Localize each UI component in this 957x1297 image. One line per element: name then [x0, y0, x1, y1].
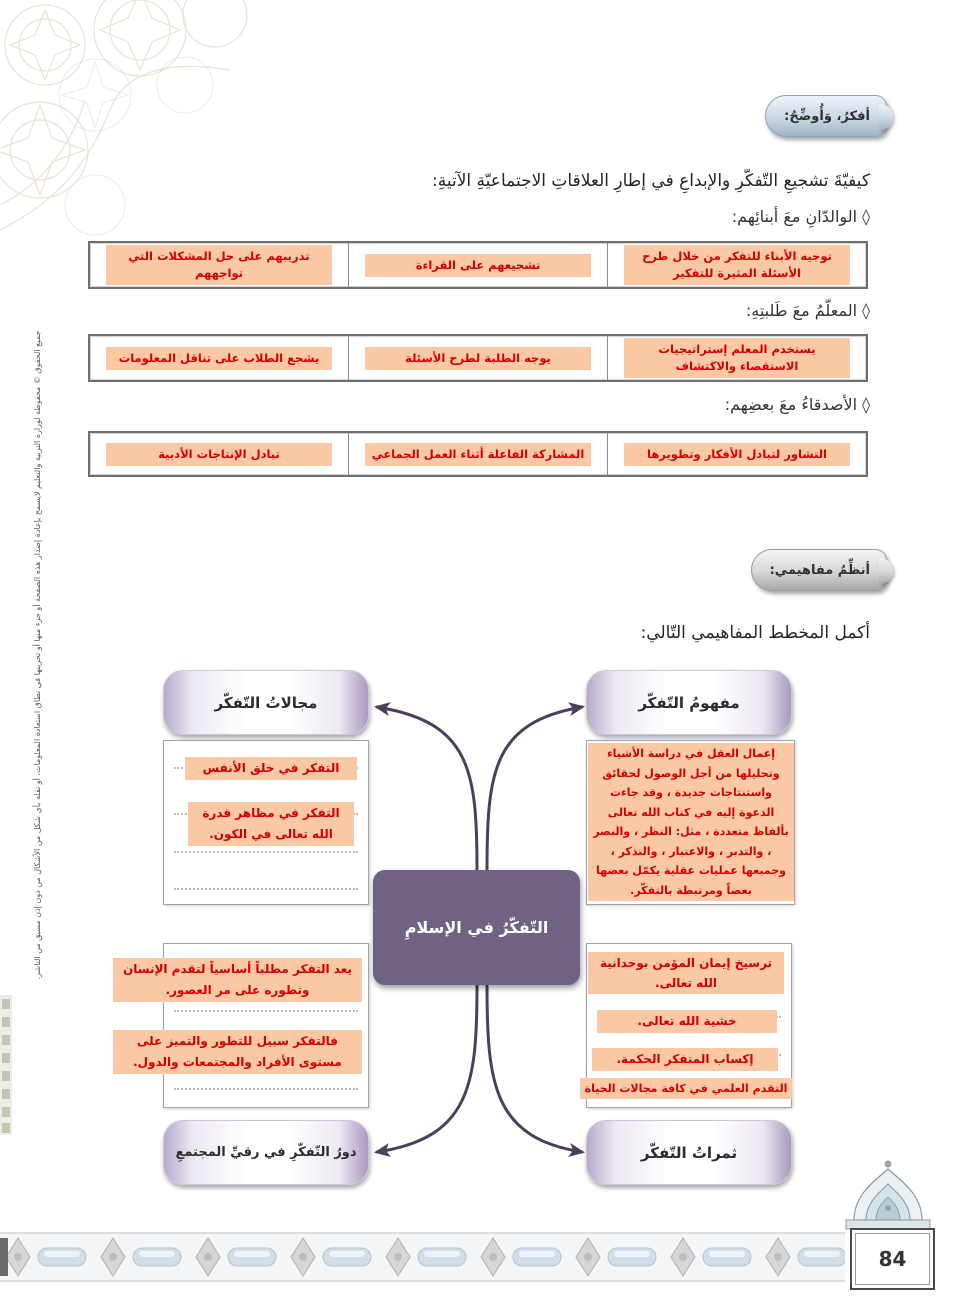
role-answer: يعد التفكر مطلباً أساسياً لتقدم الإنسان وتطوره على مر العصور.	[113, 958, 362, 1002]
answer-box: التشاور لتبادل الأفكار وتطويرها	[624, 443, 850, 466]
fields-answer: التفكر في خلق الأنفس	[185, 757, 357, 780]
think-explain-badge	[765, 95, 887, 137]
page-number-box	[850, 1228, 935, 1290]
concept-map-instruction: أكمل المخطط المفاهيمي التّالي:	[640, 623, 870, 643]
answer-box: تبادل الإنتاجات الأدبية	[106, 443, 332, 466]
answer-box: يستخدم المعلم إستراتيجيات الاستقصاء والاكتشاف	[624, 338, 850, 378]
friends-answers-table	[88, 431, 868, 477]
badge-label: أنظِّمُ مفاهيمي:	[769, 562, 870, 578]
answer-cell	[608, 243, 866, 287]
badge-label: أفكرُ، وَأُوضِّحُ:	[784, 108, 870, 124]
answer-cell	[608, 336, 866, 380]
role-node: دورُ التّفكّرِ في رقيِّ المجتمعِ	[163, 1120, 369, 1185]
answer-cell	[90, 336, 349, 380]
lantern-ornament	[838, 1158, 938, 1230]
answer-cell	[349, 433, 608, 475]
fruits-answer: خشية الله تعالى.	[597, 1010, 777, 1033]
arabesque-ornament	[0, 0, 260, 245]
answer-cell	[608, 433, 866, 475]
section-question: كيفيّةَ تشجيعِ التّفكّرِ والإبداعِ في إطارِ العلاقاتِ الاجتماعيّةِ الآتيةِ:	[432, 171, 870, 191]
role-answer: فالتفكر سبيل للتطور والتميز على مستوى الأفراد والمجتمعات والدول.	[113, 1030, 362, 1074]
footer-ornament-band	[0, 1232, 845, 1282]
edge-strip-ornament	[0, 995, 12, 1135]
arrow-to-fruits	[487, 986, 582, 1152]
dotted-answer-line	[174, 851, 358, 853]
copyright-notice: جميع الحقوق © محفوظة لوزارة التربية والتعليم لايسمح بإعادة إصدار هذه الصفحة أو جزء منها أو تخزينها في نطاق استعادة المعلومات، أو نقله بأي شكل من الأشكال من دون إذن مسبق من الناشر.	[33, 330, 42, 980]
arrow-to-fields	[377, 707, 477, 869]
group-title-parents: ◊ الوالدّانِ معَ أبنائِهم:	[731, 207, 870, 226]
answer-cell	[349, 243, 608, 287]
arrow-to-role	[377, 986, 477, 1152]
arrow-to-concept	[487, 707, 582, 869]
dotted-answer-line	[174, 1088, 358, 1090]
fruits-answer: التقدم العلمي في كافة مجالات الحياة	[580, 1078, 792, 1099]
group-title-teacher: ◊ المعلّمُ معَ طَلبتِهِ:	[745, 301, 870, 320]
dotted-answer-line	[174, 888, 358, 890]
parents-answers-table	[88, 241, 868, 289]
answer-cell	[349, 336, 608, 380]
answer-box: يشجع الطلاب على تناقل المعلومات	[106, 347, 332, 370]
fruits-answer: إكساب المتفكر الحكمة.	[592, 1048, 778, 1071]
fruits-node: ثمراتُ التّفكّر	[586, 1120, 792, 1185]
page-number: 84	[878, 1247, 907, 1271]
group-title-friends: ◊ الأصدقاءُ معَ بعضِهم:	[724, 395, 870, 414]
answer-box: يوجه الطلبة لطرح الأسئلة	[365, 347, 591, 370]
concept-node: مفهومُ التّفكّر	[586, 670, 792, 735]
fruits-answer: ترسيخ إيمان المؤمن بوحدانية الله تعالى.	[588, 952, 784, 994]
answer-box: تشجيعهم على القراءة	[365, 254, 591, 277]
fields-node: مجالاتُ التّفكّر	[163, 670, 369, 735]
fields-answer: التفكر في مظاهر قدرة الله تعالى في الكون.	[188, 802, 354, 846]
answer-box: تدريبهم على حل المشكلات التي تواجههم	[106, 245, 332, 285]
answer-box: المشاركة الفاعلة أثناء العمل الجماعي	[365, 443, 591, 466]
center-node: التّفكّرُ في الإسلامِ	[373, 870, 580, 985]
answer-cell	[90, 243, 349, 287]
concept-definition-answer: إعمال العقل في دراسة الأشياء وتحليلها من أجل الوصول لحقائق واستنتاجات جديدة ، وقد جاءت الدعوة إليه في كتاب الله تعالى بألفاظ متعددة ، مثل: النظر ، والبصر ، والتدبر ، والاعتبار ، والتذكر ، وجميعها عمليات عقلية يكمّل بعضها بعضاً ومرتبطة بالتفكّر.	[588, 743, 794, 901]
dotted-answer-line	[174, 1010, 358, 1012]
answer-cell	[90, 433, 349, 475]
organize-concepts-badge	[751, 549, 887, 591]
teacher-answers-table	[88, 334, 868, 382]
answer-box: توجيه الأبناء للتفكر من خلال طرح الأسئلة المثيرة للتفكير	[624, 245, 850, 285]
